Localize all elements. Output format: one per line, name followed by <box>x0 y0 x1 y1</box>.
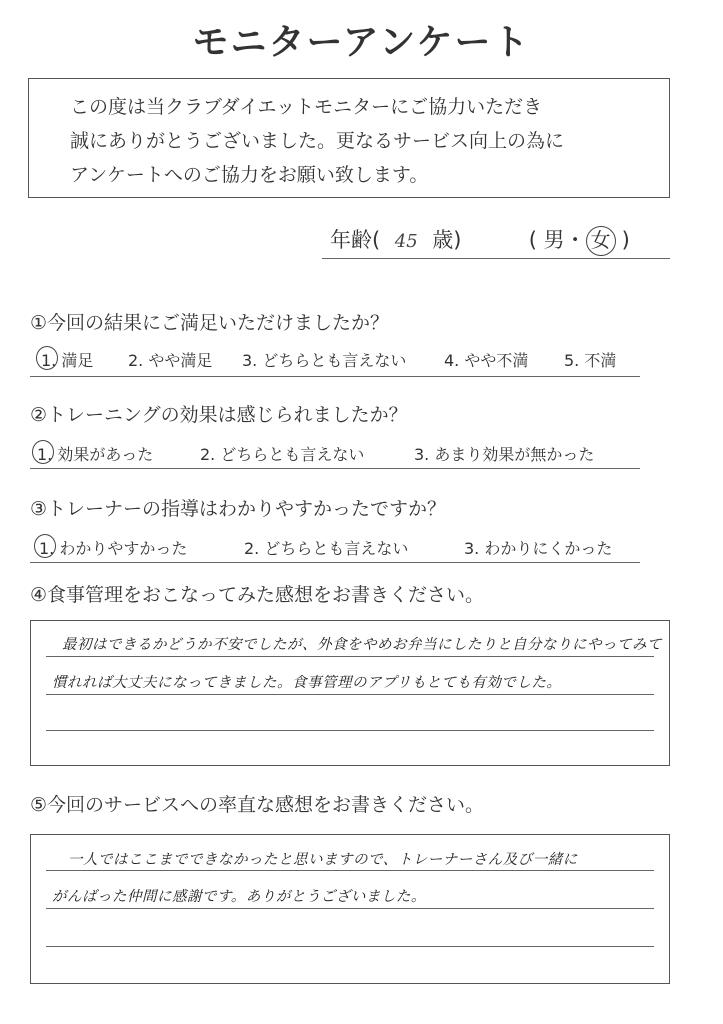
age-unit: 歳) <box>432 228 462 252</box>
q2-option-2[interactable]: 2. どちらとも言えない <box>200 445 365 464</box>
question-2-options <box>32 442 642 466</box>
q1-option-4[interactable]: 4. やや不満 <box>444 351 529 370</box>
answer-line <box>46 694 654 695</box>
q1-option-2[interactable]: 2. やや満足 <box>128 351 213 370</box>
gender-close: ) <box>621 228 630 252</box>
q3-option-3[interactable]: 3. わかりにくかった <box>464 539 613 558</box>
gender-separator: ・ <box>564 228 586 252</box>
answer-line <box>46 730 654 731</box>
answer-line <box>46 946 654 947</box>
gender-female-option-selected[interactable] <box>586 226 616 256</box>
q1-option-5[interactable]: 5. 不満 <box>564 351 617 370</box>
question-1-options <box>36 348 646 372</box>
q1-option-3[interactable]: 3. どちらとも言えない <box>242 351 407 370</box>
q5-answer-line-2: がんばった仲間に感謝です。ありがとうございました。 <box>52 889 426 905</box>
age-label: 年齢( <box>330 228 381 252</box>
q4-answer-line-1: 最初はできるかどうか不安でしたが、外食をやめお弁当にしたりと自分なりにやってみて <box>62 637 662 653</box>
answer-line <box>46 656 654 657</box>
question-5: ⑤今回のサービスへの率直な感想をお書きください。 <box>30 794 485 816</box>
profile-rule <box>322 258 670 259</box>
q1-option-1[interactable]: 1. 満足 <box>41 351 94 370</box>
question-1: ①今回の結果にご満足いただけましたか？ <box>30 312 390 334</box>
intro-line: 誠にありがとうございました。更なるサービス向上の為に <box>70 130 565 152</box>
q5-answer-line-1: 一人ではここまでできなかったと思いますので、トレーナーさん及び一緒に <box>68 852 578 868</box>
page-title: モニターアンケート <box>192 22 531 63</box>
question-2-rule <box>30 468 640 469</box>
question-2: ②トレーニングの効果は感じられましたか？ <box>30 404 408 426</box>
q3-option-2[interactable]: 2. どちらとも言えない <box>244 539 409 558</box>
intro-line: この度は当クラブダイエットモニターにご協力いただき <box>70 96 543 118</box>
question-4: ④食事管理をおこなってみた感想をお書きください。 <box>30 584 485 606</box>
gender-male-option[interactable]: 男 <box>543 228 565 252</box>
gender-open: ( <box>528 228 537 252</box>
question-1-rule <box>30 376 640 377</box>
intro-line: アンケートへのご協力をお願い致します。 <box>70 164 429 186</box>
q4-answer-line-2: 慣れれば大丈夫になってきました。食事管理のアプリもとても有効でした。 <box>52 675 562 691</box>
question-3-options <box>34 536 644 560</box>
gender-female-label: 女 <box>590 228 611 252</box>
question-3: ③トレーナーの指導はわかりやすかったですか？ <box>30 498 447 520</box>
q2-option-3[interactable]: 3. あまり効果が無かった <box>414 445 595 464</box>
question-3-rule <box>30 562 640 563</box>
answer-line <box>46 908 654 909</box>
age-field[interactable]: 45 <box>394 231 418 252</box>
profile-row <box>330 224 630 256</box>
answer-line <box>46 870 654 871</box>
q2-option-1[interactable]: 1. 効果があった <box>37 445 154 464</box>
q3-option-1[interactable]: 1. わかりやすかった <box>39 539 188 558</box>
